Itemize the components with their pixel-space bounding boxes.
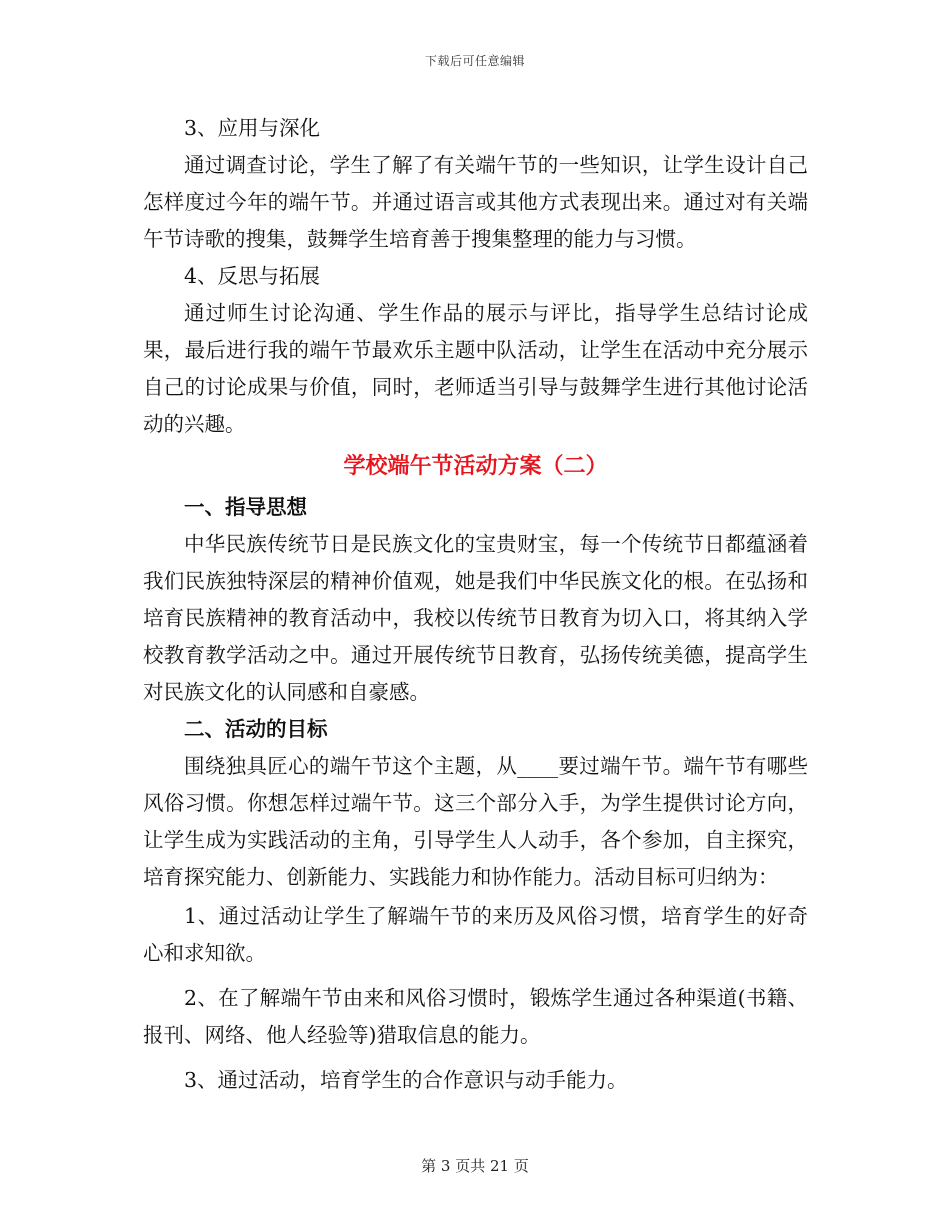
paragraph-activity-goals: 围绕独具匠心的端午节这个主题，从____要过端午节。端午节有哪些风俗习惯。你想怎样过端午节。这三个部分入手，为学生提供讨论方向，让学生成为实践活动的主角，引导学生人人动手，各个参加，自主探究，培育探究能力、创新能力、实践能力和协作能力。活动目标可归纳为： xyxy=(143,754,808,889)
document-body xyxy=(143,110,808,1099)
goal-item-3: 3、通过活动，培育学生的合作意识与动手能力。 xyxy=(184,1068,628,1092)
paragraph-guiding-ideology: 中华民族传统节日是民族文化的宝贵财宝，每一个传统节日都蕴涵着我们民族独特深层的精神价值观，她是我们中华民族文化的根。在弘扬和培育民族精神的教育活动中，我校以传统节日教育为切入口，将其纳入学校教育教学活动之中。通过开展传统节日教育，弘扬传统美德，提高学生对民族文化的认同感和自豪感。 xyxy=(143,532,808,704)
paragraph-reflect-expand: 通过师生讨论沟通、学生作品的展示与评比，指导学生总结讨论成果，最后进行我的端午节最欢乐主题中队活动，让学生在活动中充分展示自己的讨论成果与价值，同时，老师适当引导与鼓舞学生进行其他讨论活动的兴趣。 xyxy=(143,301,808,436)
paragraph-apply-deepen: 通过调查讨论，学生了解了有关端午节的一些知识，让学生设计自己怎样度过今年的端午节。并通过语言或其他方式表现出来。通过对有关端午节诗歌的搜集，鼓舞学生培育善于搜集整理的能力与习惯。 xyxy=(143,153,808,251)
goal-item-2: 2、在了解端午节由来和风俗习惯时，锻炼学生通过各种渠道(书籍、报刊、网络、他人经验等)猎取信息的能力。 xyxy=(143,986,808,1047)
page-header-note: 下载后可任意编辑 xyxy=(424,54,525,68)
goal-item-1: 1、通过活动让学生了解端午节的来历及风俗习惯，培育学生的好奇心和求知欲。 xyxy=(143,904,808,965)
document-title: 学校端午节活动方案（二） xyxy=(343,453,608,479)
heading-activity-goals: 二、活动的目标 xyxy=(184,717,328,741)
heading-guiding-ideology: 一、指导思想 xyxy=(184,495,307,519)
section-heading-reflect-expand: 4、反思与拓展 xyxy=(184,264,321,288)
section-heading-apply-deepen: 3、应用与深化 xyxy=(184,116,321,140)
page-footer-number: 第 3 页共 21 页 xyxy=(421,1157,529,1175)
